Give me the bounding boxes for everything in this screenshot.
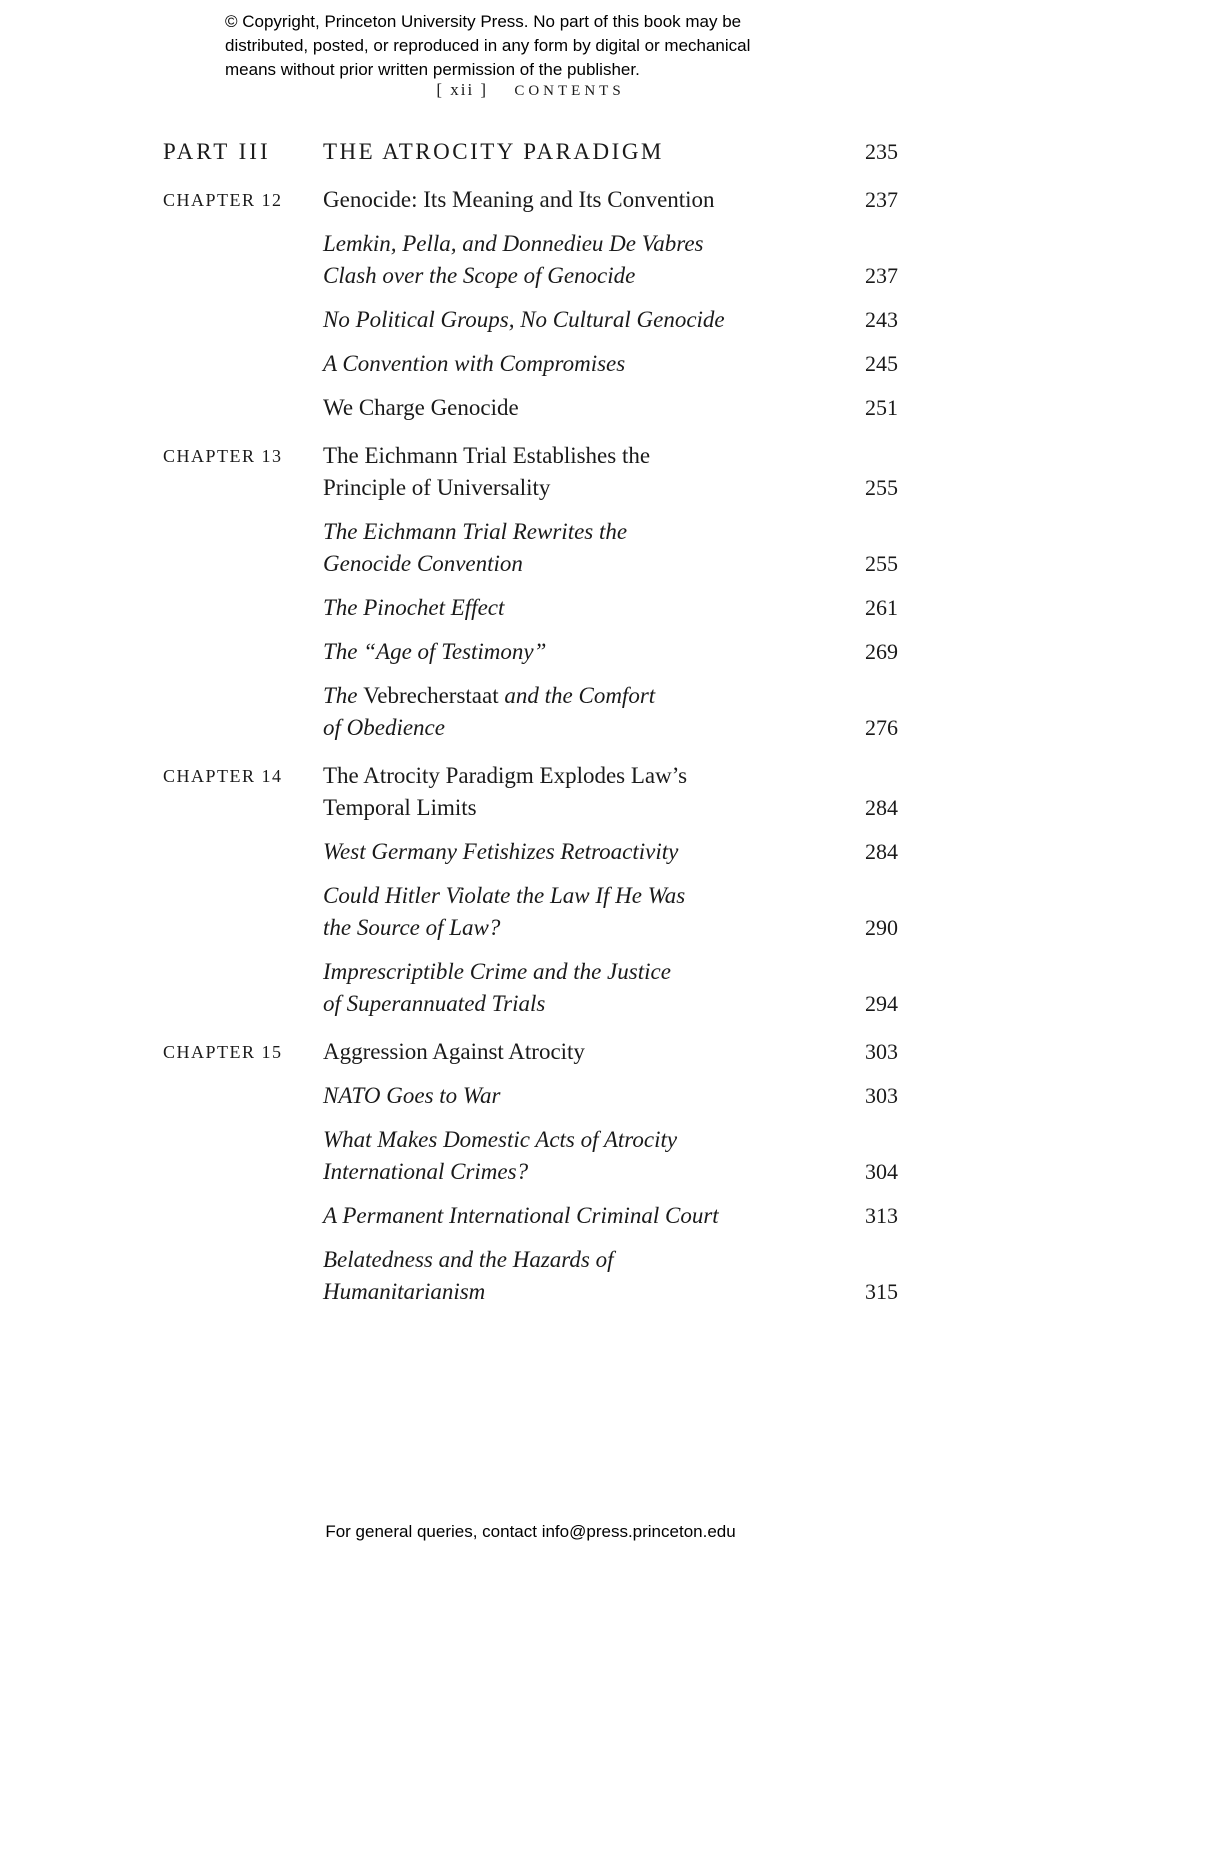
toc-entry [163, 304, 898, 336]
toc-entry-title: NATO Goes to War [323, 1083, 501, 1108]
toc-entry-title: The Vebrecherstaat and the Comfort of Obedience [323, 683, 656, 740]
toc-list [163, 136, 898, 1320]
toc-entry [163, 184, 898, 216]
toc-entry-title: No Political Groups, No Cultural Genocide [323, 307, 725, 332]
toc-entry-title: Aggression Against Atrocity [323, 1039, 585, 1064]
toc-entry-label: CHAPTER 15 [163, 1042, 283, 1062]
toc-entry [163, 516, 898, 580]
toc-entry [163, 836, 898, 868]
toc-entry-title: Belatedness and the Hazards of Humanitarianism [323, 1247, 614, 1304]
toc-entry [163, 1200, 898, 1232]
toc-entry [163, 440, 898, 504]
toc-entry-page: 269 [865, 639, 898, 664]
toc-entry [163, 228, 898, 292]
toc-entry-label: PART III [163, 139, 271, 164]
toc-entry-title: The Eichmann Trial Establishes the Principle of Universality [323, 443, 651, 500]
toc-entry-label: CHAPTER 12 [163, 190, 283, 210]
toc-entry [163, 1036, 898, 1068]
toc-entry [163, 1080, 898, 1112]
toc-entry [163, 880, 898, 944]
copyright-line: means without prior written permission of the publisher. [225, 60, 640, 79]
toc-entry [163, 680, 898, 744]
copyright-line: © Copyright, Princeton University Press. No part of this book may be [225, 12, 742, 31]
toc-entry-page: 245 [865, 351, 898, 376]
toc-entry-page: 235 [865, 139, 898, 164]
toc-entry-label: CHAPTER 13 [163, 446, 283, 466]
toc-entry-title: A Permanent International Criminal Court [323, 1203, 719, 1228]
toc-entry-title: Lemkin, Pella, and Donnedieu De Vabres Clash over the Scope of Genocide [323, 231, 704, 288]
toc-entry [163, 1244, 898, 1308]
toc-entry-title: The Eichmann Trial Rewrites the Genocide Convention [323, 519, 628, 576]
copyright-notice [225, 10, 845, 82]
toc-entry-title: The Pinochet Effect [323, 595, 505, 620]
toc-entry [163, 392, 898, 424]
toc-entry-page: 237 [865, 187, 898, 212]
toc-entry-page: 255 [865, 475, 898, 500]
toc-entry-page: 237 [865, 263, 898, 288]
toc-entry-page: 284 [865, 795, 898, 820]
toc-entry-title: West Germany Fetishizes Retroactivity [323, 839, 679, 864]
toc-entry-page: 276 [865, 715, 898, 740]
toc-entry-title: What Makes Domestic Acts of Atrocity International Crimes? [323, 1127, 678, 1184]
toc-entry-page: 313 [865, 1203, 898, 1228]
toc-entry-page: 315 [865, 1279, 898, 1304]
toc-entry-title: The “Age of Testimony” [323, 639, 547, 664]
toc-entry-label: CHAPTER 14 [163, 766, 283, 786]
toc-entry-page: 255 [865, 551, 898, 576]
toc-entry-title: A Convention with Compromises [323, 351, 626, 376]
toc-entry [163, 760, 898, 824]
toc-entry-title: Could Hitler Violate the Law If He Was the Source of Law? [323, 883, 686, 940]
toc-entry [163, 1124, 898, 1188]
toc-entry-title: Imprescriptible Crime and the Justice of Superannuated Trials [323, 959, 671, 1016]
running-head [163, 80, 898, 100]
toc-entry-page: 251 [865, 395, 898, 420]
running-head-title: CONTENTS [514, 83, 625, 99]
toc-entry-page: 294 [865, 991, 898, 1016]
page-folio: [ xii ] [436, 80, 489, 99]
toc-entry-page: 284 [865, 839, 898, 864]
toc-entry-title: We Charge Genocide [323, 395, 519, 420]
toc-entry [163, 592, 898, 624]
toc-entry-page: 303 [865, 1083, 898, 1108]
footer-queries-text: For general queries, contact info@press.princeton.edu [325, 1522, 736, 1541]
toc-entry [163, 136, 898, 168]
toc-entry-page: 261 [865, 595, 898, 620]
copyright-line: distributed, posted, or reproduced in any form by digital or mechanical [225, 36, 751, 55]
toc-entry-page: 303 [865, 1039, 898, 1064]
toc-entry-title: THE ATROCITY PARADIGM [323, 139, 664, 164]
toc-entry [163, 636, 898, 668]
toc-entry [163, 956, 898, 1020]
toc-entry-page: 304 [865, 1159, 898, 1184]
toc-entry-page: 290 [865, 915, 898, 940]
toc-entry-title: Genocide: Its Meaning and Its Convention [323, 187, 715, 212]
toc-entry [163, 348, 898, 380]
toc-entry-page: 243 [865, 307, 898, 332]
toc-entry-title: The Atrocity Paradigm Explodes Law’s Temporal Limits [323, 763, 688, 820]
